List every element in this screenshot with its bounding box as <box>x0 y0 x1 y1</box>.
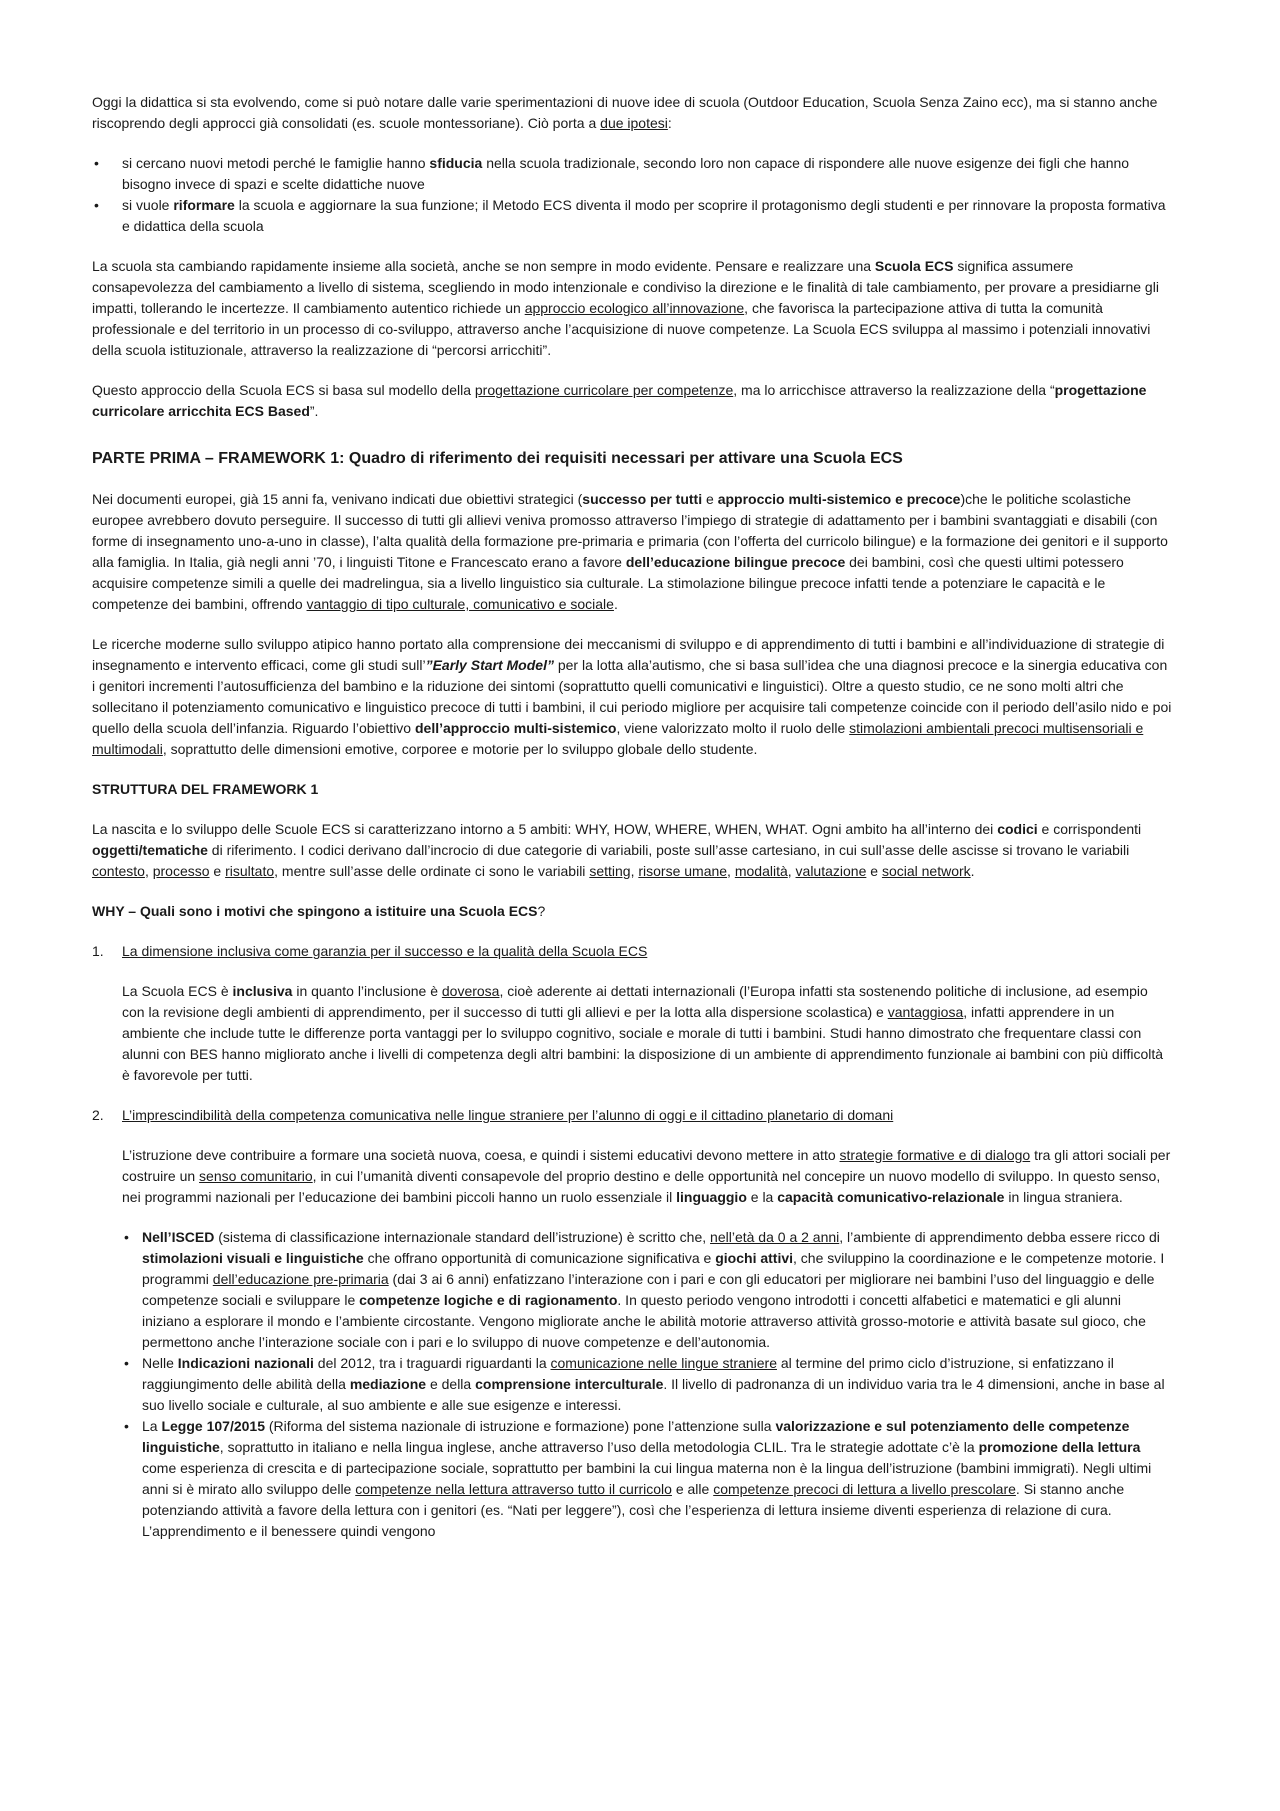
european-paragraph: Nei documenti europei, già 15 anni fa, venivano indicati due obiettivi strategici (successo per tutti e approccio multi-sistemico e precoce)che le politiche scolastiche europee avrebbero dovuto perseguire. Il successo di tutti gli allievi veniva promosso attraverso l’impiego di strategie di adattamento per i bambini svantaggiati e disabili (con forme di insegnamento uno-a-uno in classe), l’alta qualità della formazione pre-primaria e primaria (con l’offerta del curricolo bilingue) e la formazione dei genitori e il supporto alla famiglia. In Italia, già negli anni ’70, i linguisti Titone e Francescato erano a favore dell’educazione bilingue precoce dei bambini, così che questi ultimi potessero acquisire competenze simili a quelle dei madrelingua, sia a livello linguistico sia culturale. La stimolazione bilingue precoce infatti tende a potenziare le capacità e le competenze dei bambini, offrendo vantaggio di tipo culturale, comunicativo e sociale. <box>92 491 1168 612</box>
isced-item: • Nell’ISCED (sistema di classificazione internazionale standard dell’istruzione) è scritto che, nell’età da 0 a 2 anni, l’ambiente di apprendimento debba essere ricco di stimolazioni visuali e linguistiche che offrano opportunità di comunicazione significativa e giochi attivi, che sviluppino la coordinazione e le competenze motorie. I programmi dell’educazione pre-primaria (dai 3 ai 6 anni) enfatizzano l’interazione con i pari e con gli educatori per migliorare nei bambini l’uso del linguaggio e delle competenze sociali e sviluppare le competenze logiche e di ragionamento. In questo periodo vengono introdotti i concetti alfabetici e matematici e gli alunni iniziano a esplorare il mondo e l’ambiente circostante. Vengono migliorate anche le abilità motorie attraverso attività grosso-motorie e attività basate sul gioco, che permettono anche l’interazione sociale con i pari e lo sviluppo di nuove competenze e dell’autonomia. <box>122 1227 1172 1353</box>
hypotheses-list <box>92 153 1172 237</box>
document-page <box>92 92 1172 1542</box>
research-paragraph: Le ricerche moderne sullo sviluppo atipico hanno portato alla comprensione dei meccanismi di sviluppo e di apprendimento di tutti i bambini e all’individuazione di strategie di insegnamento e intervento efficaci, come gli studi sull’”Early Start Model” per la lotta alla’autismo, che si basa sull’idea che una diagnosi precoce e la sinergia educativa con i genitori incrementi l’autosufficienza del bambino e la riduzione dei sintomi (soprattutto quelli comunicativi e linguistici). Oltre a questo studio, ce ne sono molti altri che sollecitano il potenziamento comunicativo e linguistico precoce di tutti i bambini, il cui periodo migliore per acquisire tali competenze coincide con il periodo dell’asilo nido e poi quello della scuola dell’infanzia. Riguardo l’obiettivo dell’approccio multi-sistemico, viene valorizzato molto il ruolo delle stimolazioni ambientali precoci multisensoriali e multimodali, soprattutto delle dimensioni emotive, corporee e motorie per lo sviluppo globale dello studente. <box>92 636 1172 757</box>
inclusive-paragraph: La Scuola ECS è inclusiva in quanto l’inclusione è doverosa, cioè aderente ai dettati internazionali (l’Europa infatti sta sostenendo politiche di inclusione, ad esempio con la revisione degli ambienti di apprendimento, per il successo di tutti gli allievi e per la lotta alla dispersione scolastica) e vantaggiosa, infatti apprendere in un ambiente che include tutte le differenze porta vantaggi per lo sviluppo cognitivo, sociale e morale di tutti i bambini. Studi hanno dimostrato che frequentare classi con alunni con BES hanno migliorato anche i livelli di competenza degli altri bambini: la disposizione di un ambiente di apprendimento funzionale ai bambini con più difficoltà è favorevole per tutti. <box>122 983 1164 1083</box>
structure-heading: STRUTTURA DEL FRAMEWORK 1 <box>92 781 319 797</box>
legge-item: • La Legge 107/2015 (Riforma del sistema nazionale di istruzione e formazione) pone l’attenzione sulla valorizzazione e sul potenziamento delle competenze linguistiche, soprattutto in italiano e nella lingua inglese, anche attraverso l’uso della metodologia CLIL. Tra le strategie adottate c’è la promozione della lettura come esperienza di crescita e di partecipazione sociale, soprattutto per bambini la cui lingua materna non è la lingua dell’istruzione (bambini immigrati). Negli ultimi anni si è mirato allo sviluppo delle competenze nella lettura attraverso tutto il curricolo e alle competenze precoci di lettura a livello prescolare. Si stanno anche potenziando attività a favore della lettura con i genitori (es. “Nati per leggere”), così che l’esperienza di lettura insieme diventi esperienza di relazione di cura. L’apprendimento e il benessere quindi vengono <box>122 1416 1172 1542</box>
why-item-1-title: 1. La dimensione inclusiva come garanzia per il successo e la qualità della Scuola ECS <box>92 943 648 959</box>
approach-paragraph: Questo approccio della Scuola ECS si basa sul modello della progettazione curricolare per competenze, ma lo arricchisce attraverso la realizzazione della “progettazione curricolare arricchita ECS Based”. <box>92 382 1147 419</box>
indicazioni-item: • Nelle Indicazioni nazionali del 2012, tra i traguardi riguardanti la comunicazione nelle lingue straniere al termine del primo ciclo d’istruzione, si enfatizzano il raggiungimento delle abilità della mediazione e della comprensione interculturale. Il livello di padronanza di un individuo varia tra le 4 dimensioni, anche in base al suo livello sociale e culturale, al suo ambiente e alle sue esigenze e interessi. <box>122 1353 1172 1416</box>
why-item-2-title: 2. L’imprescindibilità della competenza comunicativa nelle lingue straniere per l’alunno di oggi e il cittadino planetario di domani <box>92 1107 894 1123</box>
hypothesis-item: • si vuole riformare la scuola e aggiornare la sua funzione; il Metodo ECS diventa il modo per scoprire il protagonismo degli studenti e per rinnovare la proposta formativa e didattica della scuola <box>92 195 1172 237</box>
due-ipotesi-underline: due ipotesi <box>600 115 668 131</box>
why-heading: WHY – Quali sono i motivi che spingono a istituire una Scuola ECS? <box>92 903 546 919</box>
structure-paragraph: La nascita e lo sviluppo delle Scuole ECS si caratterizzano intorno a 5 ambiti: WHY, HOW, WHERE, WHEN, WHAT. Ogni ambito ha all’interno dei codici e corrispondenti oggetti/tematiche di riferimento. I codici derivano dall’incrocio di due categorie di variabili, poste sull’asse cartesiano, in cui sull’asse delle ascisse si trovano le variabili contesto, processo e risultato, mentre sull’asse delle ordinate ci sono le variabili setting, risorse umane, modalità, valutazione e social network. <box>92 821 1142 879</box>
hypothesis-item: • si cercano nuovi metodi perché le famiglie hanno sfiducia nella scuola tradizionale, secondo loro non capace di rispondere alle nuove esigenze dei figli che hanno bisogno invece di spazi e scelte didattiche nuove <box>92 153 1172 195</box>
part1-heading: PARTE PRIMA – FRAMEWORK 1: Quadro di riferimento dei requisiti necessari per attivare una Scuola ECS <box>92 450 903 467</box>
intro-paragraph: Oggi la didattica si sta evolvendo, come si può notare dalle varie sperimentazioni di nuove idee di scuola (Outdoor Education, Scuola Senza Zaino ecc), ma si stanno anche riscoprendo degli approcci già consolidati (es. scuole montessoriane). Ciò porta a due ipotesi: <box>92 94 1158 131</box>
change-paragraph: La scuola sta cambiando rapidamente insieme alla società, anche se non sempre in modo evidente. Pensare e realizzare una Scuola ECS significa assumere consapevolezza del cambiamento a livello di sistema, scegliendo in modo intenzionale e condiviso la direzione e le finalità di tale cambiamento, per provare a presidiarne gli impatti, tollerando le incertezze. Il cambiamento autentico richiede un approccio ecologico all’innovazione, che favorisca la partecipazione attiva di tutta la comunità professionale e del territorio in un processo di co-sviluppo, attraverso anche l’acquisizione di nuove competenze. La Scuola ECS sviluppa al massimo i potenziali innovativi della scuola istituzionale, attraverso la realizzazione di “percorsi arricchiti”. <box>92 258 1159 358</box>
normative-list <box>92 1227 1172 1542</box>
communication-paragraph: L’istruzione deve contribuire a formare una società nuova, coesa, e quindi i sistemi educativi devono mettere in atto strategie formative e di dialogo tra gli attori sociali per costruire un senso comunitario, in cui l’umanità diventi consapevole del proprio destino e delle opportunità nel concepire un nuovo modello di sviluppo. In questo senso, nei programmi nazionali per l’educazione dei bambini piccoli hanno un ruolo essenziale il linguaggio e la capacità comunicativo-relazionale in lingua straniera. <box>122 1147 1171 1205</box>
